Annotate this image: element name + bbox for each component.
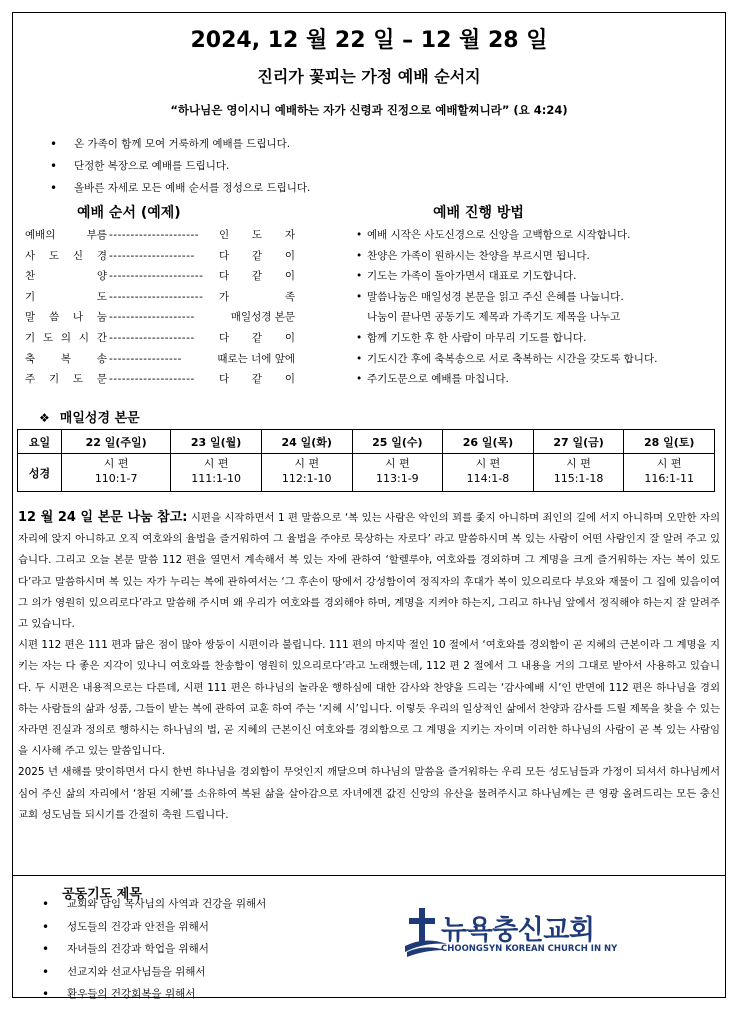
prayer-item: • 성도들의 건강과 안전을 위해서 bbox=[42, 919, 266, 942]
guideline-item: • 온 가족이 함께 모여 거룩하게 예배를 드립니다. bbox=[50, 136, 310, 158]
prayer-item: • 자녀들의 건강과 학업을 위해서 bbox=[42, 941, 266, 964]
order-item-name: 예배의 부름 bbox=[25, 229, 107, 241]
order-item-leader: 다 같 이 bbox=[219, 331, 295, 344]
order-item-name: 기 도 의 시 간 bbox=[25, 331, 107, 344]
prayer-heading: 공동기도 제목 bbox=[62, 887, 142, 902]
prayer-item: • 환우들의 건강회복을 위해서 bbox=[42, 986, 266, 1009]
daily-reading-heading bbox=[39, 407, 140, 426]
order-item bbox=[25, 371, 295, 392]
prayer-list bbox=[42, 896, 266, 1009]
order-heading: 예배 순서 (예제) bbox=[77, 205, 181, 221]
order-item bbox=[25, 268, 295, 289]
reading-passage: 111:1-10 bbox=[191, 472, 241, 485]
prayer-item: • 교회와 담임 목사님의 사역과 건강을 위해서 bbox=[42, 896, 266, 919]
day-header-cell: 26 일(목) bbox=[443, 430, 534, 454]
page-subtitle: 진리가 꽃피는 가정 예배 순서지 bbox=[257, 67, 481, 86]
worship-method-list bbox=[356, 227, 726, 392]
reading-book: 시 편 bbox=[203, 457, 229, 470]
church-name: 뉴욕충신교회 bbox=[441, 915, 595, 946]
daily-reading-title: 매일성경 본문 bbox=[59, 411, 140, 426]
order-item-leader-line: -------------------- bbox=[109, 311, 195, 324]
reading-book: 시 편 bbox=[103, 457, 129, 470]
order-item-leader-line: -------------------- bbox=[109, 331, 195, 344]
order-item-leader: 때로는 너에 앞에 bbox=[217, 352, 295, 365]
order-item bbox=[25, 227, 295, 248]
method-item: • 기도는 가족이 돌아가면서 대표로 기도합니다. bbox=[356, 268, 726, 289]
order-item-leader: 가 족 bbox=[219, 290, 295, 303]
worship-guide-page bbox=[12, 12, 726, 998]
scripture-verse: “하나님은 영이시니 예배하는 자가 신령과 진정으로 예배할찌니라” (요 4:24) bbox=[170, 103, 568, 117]
order-item-leader-line: ----------------- bbox=[109, 352, 182, 365]
method-item: • 주기도문으로 예배를 마칩니다. bbox=[356, 371, 726, 392]
reading-cell bbox=[533, 454, 624, 492]
page-title: 2024, 12 월 22 일 – 12 월 28 일 bbox=[190, 28, 548, 53]
order-item-leader: 인 도 자 bbox=[219, 229, 295, 241]
day-header-cell: 27 일(금) bbox=[533, 430, 624, 454]
guideline-item: • 단정한 복장으로 예배를 드립니다. bbox=[50, 158, 310, 180]
order-item-name: 축 복 송 bbox=[25, 352, 107, 365]
order-item-leader: 다 같 이 bbox=[219, 270, 295, 283]
church-logo bbox=[403, 906, 623, 962]
section-divider bbox=[13, 875, 725, 876]
reading-passage: 114:1-8 bbox=[466, 472, 510, 485]
sermon-lead: 12 월 24 일 본문 나눔 참고: bbox=[18, 510, 188, 525]
method-item: • 찬양은 가족이 원하시는 찬양을 부르시면 됩니다. bbox=[356, 248, 726, 269]
sermon-paragraph bbox=[18, 507, 720, 635]
order-item-leader-line: ---------------------- bbox=[109, 270, 204, 283]
order-item bbox=[25, 309, 295, 330]
order-item bbox=[25, 351, 295, 372]
reading-cell bbox=[261, 454, 352, 492]
reading-passage: 112:1-10 bbox=[281, 472, 332, 485]
sermon-notes bbox=[18, 507, 720, 826]
reading-cell bbox=[171, 454, 262, 492]
day-header-cell: 28 일(토) bbox=[624, 430, 715, 454]
order-item-leader: 매일성경 본문 bbox=[230, 311, 295, 324]
order-item-name: 주 기 도 문 bbox=[25, 373, 107, 386]
reading-cell bbox=[352, 454, 443, 492]
day-header-cell: 24 일(화) bbox=[261, 430, 352, 454]
order-item-name: 사 도 신 경 bbox=[25, 249, 107, 262]
daily-reading-table bbox=[17, 429, 715, 492]
sermon-paragraph: 시편 112 편은 111 편과 닮은 점이 많아 쌍둥이 시편이라 불립니다. 111 편의 마지막 절인 10 절에서 ‘여호와를 경외함이 곧 지혜의 근본이라 그 계명을 지키는 자는 다 좋은 지각이 있나니 여호와를 찬송함이 영원히 있으리로다’라고 노래했는데, 112 편 2 절에서 그 내용을 거의 그대로 받아서 사용하고 있습니다. 두 시편은 내용적으로는 다른데, 시편 111 편은 하나님의 놀라운 행하심에 대한 감사와 찬양을 드리는 ‘감사예배 시’인 반면에 112 편은 하나님을 경외하는 사람들의 삶과 성품, 그들이 받는 복에 관하여 교훈 하여 주는 ‘지혜 시’입니다. 이렇듯 우리의 일상적인 삶에서 찬양과 감사를 드릴 제목을 찾을 수 있는 자라면 진실과 정의로 행하시는 하나님의 법, 곧 지혜의 근본이신 여호와를 경외함으로 그 계명을 지키는 자이며 이러한 하나님의 사람이 곧 복 있는 사람임을 시사해 주고 있는 말씀입니다. bbox=[18, 639, 720, 758]
order-item-leader: 다 같 이 bbox=[219, 249, 295, 262]
order-item-leader-line: ---------------------- bbox=[109, 290, 204, 303]
method-item: • 함께 기도한 후 한 사람이 마무리 기도를 합니다. bbox=[356, 330, 726, 351]
guideline-list bbox=[50, 136, 310, 202]
reading-book: 시 편 bbox=[384, 457, 410, 470]
reading-passage: 110:1-7 bbox=[94, 472, 138, 485]
diamond-bullet-icon: ❖ bbox=[39, 411, 50, 425]
order-item-leader: 다 같 이 bbox=[219, 373, 295, 386]
reading-passage: 116:1-11 bbox=[644, 472, 695, 485]
reading-book: 시 편 bbox=[475, 457, 501, 470]
reading-book: 시 편 bbox=[566, 457, 591, 470]
reading-passage: 115:1-18 bbox=[553, 472, 604, 485]
reading-book: 시 편 bbox=[294, 457, 320, 470]
order-item bbox=[25, 330, 295, 351]
day-label-cell: 요일 bbox=[18, 430, 62, 454]
reading-book: 시 편 bbox=[656, 457, 682, 470]
reading-cell bbox=[443, 454, 534, 492]
method-heading: 예배 진행 방법 bbox=[433, 205, 524, 221]
worship-order-list bbox=[25, 227, 295, 392]
table-row bbox=[18, 454, 715, 492]
text-label-cell: 성경 bbox=[18, 454, 62, 492]
reading-cell bbox=[62, 454, 171, 492]
reading-passage: 113:1-9 bbox=[376, 472, 419, 485]
method-item: • 말씀나눔은 매일성경 본문을 읽고 주신 은혜를 나눕니다. bbox=[356, 289, 726, 310]
order-item-name: 말 씀 나 눔 bbox=[25, 311, 107, 324]
order-item bbox=[25, 248, 295, 269]
prayer-item: • 선교지와 선교사님들을 위해서 bbox=[42, 964, 266, 987]
sermon-paragraph: 2025 년 새해를 맞이하면서 다시 한번 하나님을 경외함이 무엇인지 깨달으며 하나님의 말씀을 즐거워하는 우리 모든 성도님들과 가정이 되셔서 하나님께서 심어 주신 삶의 자리에서 ‘참된 지혜’를 소유하여 복된 삶을 살아감으로 자녀에겐 값진 신앙의 유산을 물려주시고 하나님께는 큰 영광 올려드리는 모든 충신교회 성도님들 되시기를 간절히 축원 드립니다. bbox=[18, 766, 720, 821]
method-item: • 예배 시작은 사도신경으로 신앙을 고백함으로 시작합니다. bbox=[356, 227, 726, 248]
guideline-item: • 올바른 자세로 모든 예배 순서를 정성으로 드립니다. bbox=[50, 180, 310, 202]
order-item-leader-line: -------------------- bbox=[109, 249, 195, 262]
order-item-leader-line: --------------------- bbox=[109, 229, 200, 241]
method-item: 나눔이 끝나면 공동기도 제목과 가족기도 제목을 나누고 bbox=[367, 311, 621, 324]
church-english-name: CHOONGSYN KOREAN CHURCH IN NY bbox=[441, 944, 618, 954]
table-header-row bbox=[18, 430, 715, 454]
day-header-cell: 22 일(주일) bbox=[62, 430, 171, 454]
sermon-text: 시편을 시작하면서 1 편 말씀으로 ‘복 있는 사람은 악인의 꾀를 좇지 아니하며 죄인의 길에 서지 아니하며 오만한 자의 자리에 앉지 아니하고 오직 여호와의 율법을 즐거워하여 그 율법을 주야로 묵상하는 자로다’ 라고 말씀하시며 복 있는 사람이 어떤 사람인지 잘 알려 주고 있습니다. 그리고 오늘 본문 말씀 112 편을 열면서 계속해서 복 있는 자에 관하여 ‘할렐루야, 여호와를 경외하며 그 계명을 크게 즐거워하는 자는 복이 있도다’라고 말씀하시며 복 있는 자가 누리는 복에 관하여서는 ‘그 후손이 땅에서 강성함이여 정직자의 후대가 복이 있으리로다 부요와 재물이 그 집에 있음이여 그 의가 영원히 있으리로다’라고 말씀해 주시며 왜 우리가 여호와를 경외해야 하며, 계명을 지켜야 하는지, 그리고 하나님 앞에서 정직해야 하는지 잘 알려주고 있습니다. bbox=[18, 512, 721, 631]
method-item: • 기도시간 후에 축복송으로 서로 축복하는 시간을 갖도록 합니다. bbox=[356, 351, 726, 372]
order-item bbox=[25, 289, 295, 310]
reading-cell bbox=[624, 454, 715, 492]
order-item-name: 기 도 bbox=[25, 290, 107, 303]
order-item-name: 찬 양 bbox=[25, 270, 107, 283]
day-header-cell: 25 일(수) bbox=[352, 430, 443, 454]
day-header-cell: 23 일(월) bbox=[171, 430, 262, 454]
order-item-leader-line: -------------------- bbox=[109, 373, 195, 386]
